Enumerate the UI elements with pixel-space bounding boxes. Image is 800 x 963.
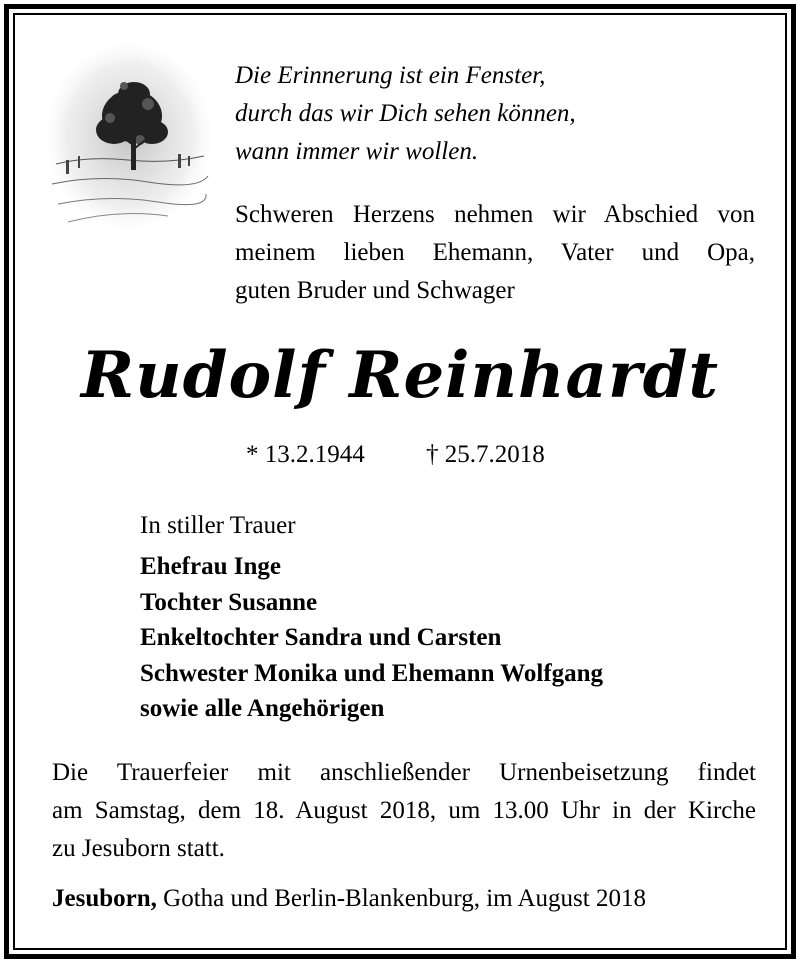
intro-text — [235, 196, 755, 310]
closing-rest: Gotha und Berlin-Blankenburg, im August 2018 — [163, 885, 646, 912]
service-line: Die Trauerfeier mit anschließender Urnenbeisetzung findet — [52, 759, 756, 786]
poem-line: durch das wir Dich sehen können, — [235, 100, 576, 127]
tree-illustration — [48, 44, 210, 228]
deceased-name: Rudolf Reinhardt — [80, 338, 720, 413]
intro-line: meinem lieben Ehemann, Vater und Opa, — [235, 239, 755, 266]
service-line: zu Jesuborn statt. — [52, 835, 225, 862]
mourner-item: sowie alle Angehörigen — [140, 695, 385, 722]
mourner-item: Schwester Monika und Ehemann Wolfgang — [140, 659, 604, 687]
closing-line — [52, 885, 646, 913]
death-date: † 25.7.2018 — [426, 441, 545, 468]
poem-line: Die Erinnerung ist ein Fenster, — [235, 62, 546, 89]
poem — [235, 57, 775, 171]
mourning-heading: In stiller Trauer — [140, 512, 296, 539]
mourner-item: Ehefrau Inge — [140, 553, 281, 580]
poem-line: wann immer wir wollen. — [235, 138, 479, 165]
mourner-item: Tochter Susanne — [140, 588, 318, 616]
mourner-list — [140, 549, 603, 727]
closing-place: Jesuborn, — [52, 885, 157, 912]
service-line: am Samstag, dem 18. August 2018, um 13.00 Uhr in der Kirche — [52, 797, 756, 824]
intro-line: guten Bruder und Schwager — [235, 277, 515, 304]
birth-date: * 13.2.1944 — [246, 441, 365, 468]
intro-line: Schweren Herzens nehmen wir Abschied von — [235, 201, 755, 228]
mourner-item: Enkeltochter Sandra und Carsten — [140, 624, 502, 651]
service-info — [52, 754, 756, 868]
